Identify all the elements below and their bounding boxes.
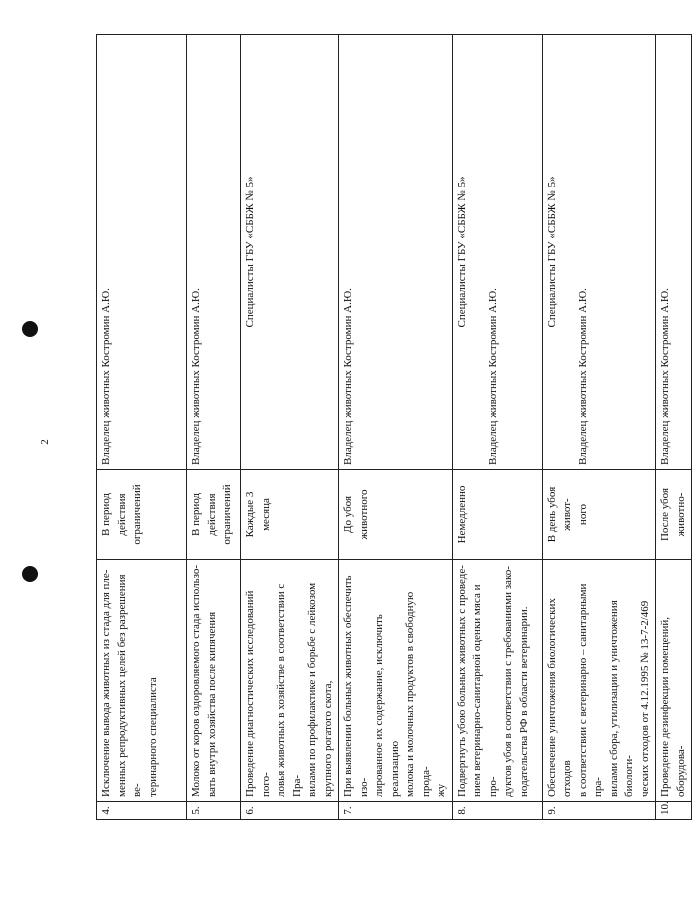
table-row — [452, 35, 542, 820]
executor-cell — [542, 35, 656, 470]
row-number: 7. — [339, 802, 453, 820]
measure-line: Проведение дезинфекции помещений, оборудова- — [659, 617, 687, 797]
measure-line: Проведение диагностических исследований пого- — [244, 590, 272, 797]
term-line: Немедленно — [455, 485, 468, 544]
term-line: ограничений — [221, 484, 233, 545]
measures-table — [96, 34, 692, 820]
measure-cell — [542, 560, 656, 802]
table-row — [241, 35, 339, 820]
measure-line: молока и молочных продуктов в свободную прода- — [404, 591, 432, 797]
row-number: 10. — [656, 802, 692, 820]
measure-line: крупного рогатого скота, — [321, 680, 334, 797]
row-number: 9. — [542, 802, 656, 820]
measure-cell — [452, 560, 542, 802]
term-cell — [97, 470, 187, 560]
term-line: После убоя животно- — [659, 487, 687, 542]
measure-line: вать внутри хозяйства после кипячения — [205, 611, 218, 797]
table-row — [656, 35, 692, 820]
measure-cell — [339, 560, 453, 802]
measure-line: Молоко от коров оздоровляемого стада использо- — [190, 564, 202, 797]
page-number: 2 — [38, 439, 51, 445]
measure-line: теринарного специалиста — [146, 677, 159, 797]
term-cell — [452, 470, 542, 560]
term-cell — [241, 470, 339, 560]
measure-line: вилами по профилактике и борьбе с лейкозом — [306, 582, 318, 797]
measure-line: лированное их содержание, исключить реализацию — [373, 614, 401, 797]
row-number: 6. — [241, 802, 339, 820]
executor-line: Специалисты ГБУ «СББЖ № 5» — [244, 176, 256, 328]
measure-line: Исключение вывода животных из стада для пле- — [100, 569, 112, 797]
measure-line: Обеспечение уничтожения биологических отходов — [545, 598, 573, 797]
measure-line: ловья животных в хозяйстве в соответствии с Пра- — [275, 583, 303, 797]
executor-cell — [656, 35, 692, 470]
executor-line: Специалисты ГБУ «СББЖ № 5» — [545, 176, 558, 328]
executor-line: Владелец животных Костромин А.Ю. — [190, 288, 202, 465]
term-line: ограничений — [131, 484, 143, 545]
measure-cell — [187, 560, 241, 802]
executor-cell — [452, 35, 542, 470]
measure-line: жу — [435, 783, 447, 797]
row-number: 5. — [187, 802, 241, 820]
punch-hole — [22, 566, 38, 582]
rotated-table-container — [96, 35, 687, 820]
measure-line: нием ветеринарно-санитарной оценки мяса и про- — [471, 584, 499, 797]
executor-cell — [241, 35, 339, 470]
executor-line: Владелец животных Костромин А.Ю. — [100, 288, 112, 465]
table-row — [97, 35, 187, 820]
executor-cell — [97, 35, 187, 470]
executor-line: Владелец животных Костромин А.Ю. — [486, 288, 499, 465]
term-line: Каждые 3 месяца — [244, 491, 272, 538]
row-number: 8. — [452, 802, 542, 820]
measure-cell — [97, 560, 187, 802]
term-cell — [187, 470, 241, 560]
table-row — [542, 35, 656, 820]
executor-line — [560, 39, 576, 465]
term-line: В период действия — [100, 492, 128, 537]
measure-line: менных репродуктивных целей без разрешения ве- — [115, 574, 143, 797]
measure-line: вилами сбора, утилизации и уничтожения биологи- — [607, 600, 635, 797]
term-cell — [542, 470, 656, 560]
term-line: В период действия — [190, 492, 218, 537]
measure-line: нодательства РФ в области ветеринарии. — [517, 606, 530, 797]
measure-line: в соответствии с ветеринарно – санитарными пра- — [576, 583, 604, 797]
table-row — [187, 35, 241, 820]
executor-cell — [187, 35, 241, 470]
executor-cell — [339, 35, 453, 470]
executor-line: Владелец животных Костромин А.Ю. — [576, 288, 589, 465]
term-line: ного — [576, 503, 589, 526]
term-line: До убоя животного — [342, 489, 370, 540]
executor-line — [470, 39, 486, 465]
term-cell — [656, 470, 692, 560]
term-line: В день убоя живот- — [545, 486, 573, 543]
measure-line: При выявлении больных животных обеспечить изо- — [342, 575, 370, 797]
row-number: 4. — [97, 802, 187, 820]
measure-cell — [241, 560, 339, 802]
measure-line: ческих отходов от 4.12.1995 № 13-7-2/469 — [638, 600, 651, 797]
measure-line: Подвергнуть убою больных животных с проведе- — [455, 565, 468, 797]
executor-line: Специалисты ГБУ «СББЖ № 5» — [455, 176, 468, 328]
executor-line: Владелец животных Костромин А.Ю. — [659, 288, 671, 465]
term-cell — [339, 470, 453, 560]
measure-cell — [656, 560, 692, 802]
measure-line: дуктов убоя в соответствии с требованиями зако- — [502, 566, 514, 797]
executor-line: Владелец животных Костромин А.Ю. — [342, 288, 354, 465]
punch-hole — [22, 321, 38, 337]
table-row — [339, 35, 453, 820]
